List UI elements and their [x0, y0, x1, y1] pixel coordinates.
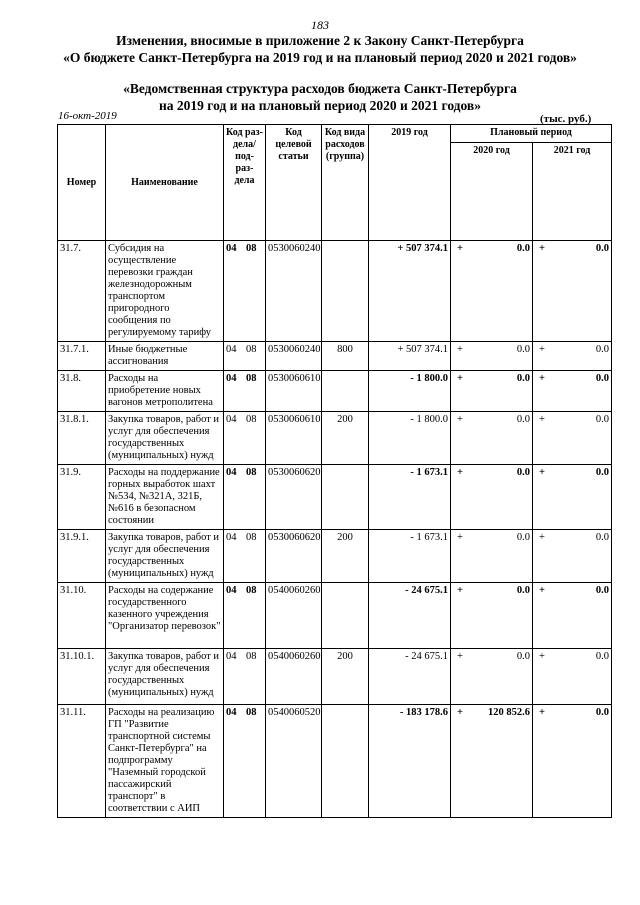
- sign: +: [457, 373, 463, 384]
- header-name: Наименование: [106, 125, 224, 241]
- row-section-code: [224, 371, 266, 412]
- header-target: Код целевой статьи: [266, 125, 322, 241]
- row-name: Закупка товаров, работ и услуг для обеспечения государственных (муниципальных) нужд: [106, 649, 224, 705]
- row-target-code: 0540060520: [266, 705, 322, 818]
- row-number: 31.11.: [58, 705, 106, 818]
- header-planned: Плановый период: [451, 125, 612, 143]
- row-target-code: 0540060260: [266, 583, 322, 649]
- row-type-code: 200: [322, 649, 369, 705]
- amount: 0.0: [516, 467, 530, 478]
- sign: +: [457, 707, 463, 718]
- row-2021: [533, 371, 612, 412]
- row-2019: - 183 178.6: [369, 705, 451, 818]
- row-name: Закупка товаров, работ и услуг для обеспечения государственных (муниципальных) нужд: [106, 530, 224, 583]
- row-2020: [451, 705, 533, 818]
- row-2019: - 1 673.1: [369, 465, 451, 530]
- row-2021: [533, 465, 612, 530]
- table-row: [58, 342, 612, 371]
- row-2021: [533, 412, 612, 465]
- row-2021: [533, 705, 612, 818]
- document-subtitle: [0, 80, 640, 114]
- row-2020: [451, 649, 533, 705]
- table-row: [58, 530, 612, 583]
- sign: +: [457, 414, 463, 425]
- row-number: 31.8.: [58, 371, 106, 412]
- row-name: Закупка товаров, работ и услуг для обеспечения государственных (муниципальных) нужд: [106, 412, 224, 465]
- row-target-code: 0530060240: [266, 342, 322, 371]
- table-body: [58, 241, 612, 818]
- amount: 0.0: [516, 651, 530, 662]
- page-number: 183: [311, 18, 329, 32]
- amount: 0.0: [595, 651, 610, 662]
- table-row: [58, 649, 612, 705]
- section-code: 04: [226, 585, 237, 596]
- row-number: 31.9.: [58, 465, 106, 530]
- row-section-code: [224, 241, 266, 342]
- row-2021: [533, 649, 612, 705]
- header-2021: 2021 год: [533, 143, 612, 241]
- header-2020: 2020 год: [451, 143, 533, 241]
- subsection-code: 08: [246, 243, 257, 254]
- row-2020: [451, 530, 533, 583]
- title-line-2: «О бюджете Санкт-Петербурга на 2019 год и на плановый период 2020 и 2021 годов»: [63, 50, 577, 65]
- amount: 0.0: [595, 344, 610, 355]
- row-2020: [451, 342, 533, 371]
- amount: 0.0: [595, 373, 610, 384]
- row-section-code: [224, 465, 266, 530]
- row-2019: - 1 800.0: [369, 412, 451, 465]
- section-code: 04: [226, 414, 237, 425]
- header-number: Номер: [58, 125, 106, 241]
- subsection-code: 08: [246, 585, 257, 596]
- amount: 0.0: [516, 532, 530, 543]
- header-2019: 2019 год: [369, 125, 451, 241]
- row-2021: [533, 583, 612, 649]
- sign: +: [457, 467, 463, 478]
- amount: 0.0: [516, 585, 530, 596]
- row-name: Расходы на содержание государственного казенного учреждения "Организатор перевозок": [106, 583, 224, 649]
- sign: +: [539, 414, 545, 425]
- row-2020: [451, 241, 533, 342]
- row-name: Расходы на реализацию ГП "Развитие транспортной системы Санкт-Петербурга" на подпрограмму "Наземный городской пассажирский транспорт" в соответствии с АИП: [106, 705, 224, 818]
- title-line-1: Изменения, вносимые в приложение 2 к Закону Санкт-Петербурга: [116, 33, 524, 48]
- sign: +: [457, 585, 463, 596]
- row-2019: + 507 374.1: [369, 342, 451, 371]
- sign: +: [539, 467, 545, 478]
- subsection-code: 08: [246, 467, 257, 478]
- row-type-code: [322, 705, 369, 818]
- section-code: 04: [226, 467, 237, 478]
- table-row: [58, 705, 612, 818]
- row-2021: [533, 342, 612, 371]
- row-section-code: [224, 342, 266, 371]
- amount: 0.0: [595, 243, 610, 254]
- row-2021: [533, 530, 612, 583]
- row-number: 31.7.1.: [58, 342, 106, 371]
- row-target-code: 0530060610: [266, 371, 322, 412]
- subtitle-line-2: на 2019 год и на плановый период 2020 и 2021 годов»: [159, 98, 481, 113]
- amount: 0.0: [595, 707, 610, 718]
- row-type-code: [322, 465, 369, 530]
- table-row: [58, 412, 612, 465]
- row-2021: [533, 241, 612, 342]
- row-number: 31.7.: [58, 241, 106, 342]
- row-number: 31.10.1.: [58, 649, 106, 705]
- header-section: Код раз- дела/ под- раз- дела: [224, 125, 266, 241]
- row-type-code: [322, 583, 369, 649]
- sign: +: [457, 651, 463, 662]
- subsection-code: 08: [246, 532, 257, 543]
- row-section-code: [224, 705, 266, 818]
- row-section-code: [224, 412, 266, 465]
- row-2020: [451, 583, 533, 649]
- table-row: [58, 583, 612, 649]
- amount: 0.0: [595, 467, 610, 478]
- row-type-code: 800: [322, 342, 369, 371]
- section-code: 04: [226, 707, 237, 718]
- document-title: [0, 32, 640, 66]
- sign: +: [539, 243, 545, 254]
- amount: 0.0: [595, 585, 610, 596]
- amount: 0.0: [516, 414, 530, 425]
- header-type: Код вида расходов (группа): [322, 125, 369, 241]
- row-type-code: 200: [322, 412, 369, 465]
- row-2019: - 24 675.1: [369, 649, 451, 705]
- sign: +: [539, 532, 545, 543]
- sign: +: [539, 344, 545, 355]
- row-section-code: [224, 583, 266, 649]
- amount: 0.0: [516, 373, 530, 384]
- row-name: Расходы на приобретение новых вагонов метрополитена: [106, 371, 224, 412]
- row-target-code: 0530060620: [266, 465, 322, 530]
- row-type-code: 200: [322, 530, 369, 583]
- subtitle-line-1: «Ведомственная структура расходов бюджета Санкт-Петербурга: [123, 81, 517, 96]
- section-code: 04: [226, 373, 237, 384]
- sign: +: [539, 707, 545, 718]
- row-2020: [451, 412, 533, 465]
- row-number: 31.9.1.: [58, 530, 106, 583]
- subsection-code: 08: [246, 414, 257, 425]
- amount: 120 852.6: [488, 707, 530, 718]
- subsection-code: 08: [246, 707, 257, 718]
- row-name: Субсидия на осуществление перевозки граждан железнодорожным транспортом пригородного сообщения по регулируемому тарифу: [106, 241, 224, 342]
- row-target-code: 0530060610: [266, 412, 322, 465]
- units-label: (тыс. руб.): [540, 113, 592, 125]
- row-target-code: 0540060260: [266, 649, 322, 705]
- amount: 0.0: [516, 344, 530, 355]
- table-row: [58, 371, 612, 412]
- amount: 0.0: [595, 532, 610, 543]
- row-name: Расходы на поддержание горных выработок шахт №534, №321А, 321Б, №616 в безопасном состоянии: [106, 465, 224, 530]
- row-2020: [451, 371, 533, 412]
- amount: 0.0: [595, 414, 610, 425]
- section-code: 04: [226, 243, 237, 254]
- row-2019: - 1 673.1: [369, 530, 451, 583]
- section-code: 04: [226, 344, 237, 355]
- row-2019: - 1 800.0: [369, 371, 451, 412]
- row-target-code: 0530060620: [266, 530, 322, 583]
- row-section-code: [224, 649, 266, 705]
- row-type-code: [322, 371, 369, 412]
- amount: 0.0: [516, 243, 530, 254]
- row-2020: [451, 465, 533, 530]
- row-name: Иные бюджетные ассигнования: [106, 342, 224, 371]
- table-row: [58, 241, 612, 342]
- table-row: [58, 465, 612, 530]
- document-date: 16-окт-2019: [58, 110, 117, 122]
- section-code: 04: [226, 651, 237, 662]
- sign: +: [539, 585, 545, 596]
- section-code: 04: [226, 532, 237, 543]
- row-section-code: [224, 530, 266, 583]
- row-target-code: 0530060240: [266, 241, 322, 342]
- sign: +: [539, 373, 545, 384]
- sign: +: [457, 243, 463, 254]
- subsection-code: 08: [246, 651, 257, 662]
- subsection-code: 08: [246, 344, 257, 355]
- row-2019: + 507 374.1: [369, 241, 451, 342]
- subsection-code: 08: [246, 373, 257, 384]
- sign: +: [457, 532, 463, 543]
- sign: +: [457, 344, 463, 355]
- budget-table: [57, 124, 612, 818]
- sign: +: [539, 651, 545, 662]
- row-type-code: [322, 241, 369, 342]
- row-number: 31.8.1.: [58, 412, 106, 465]
- row-2019: - 24 675.1: [369, 583, 451, 649]
- row-number: 31.10.: [58, 583, 106, 649]
